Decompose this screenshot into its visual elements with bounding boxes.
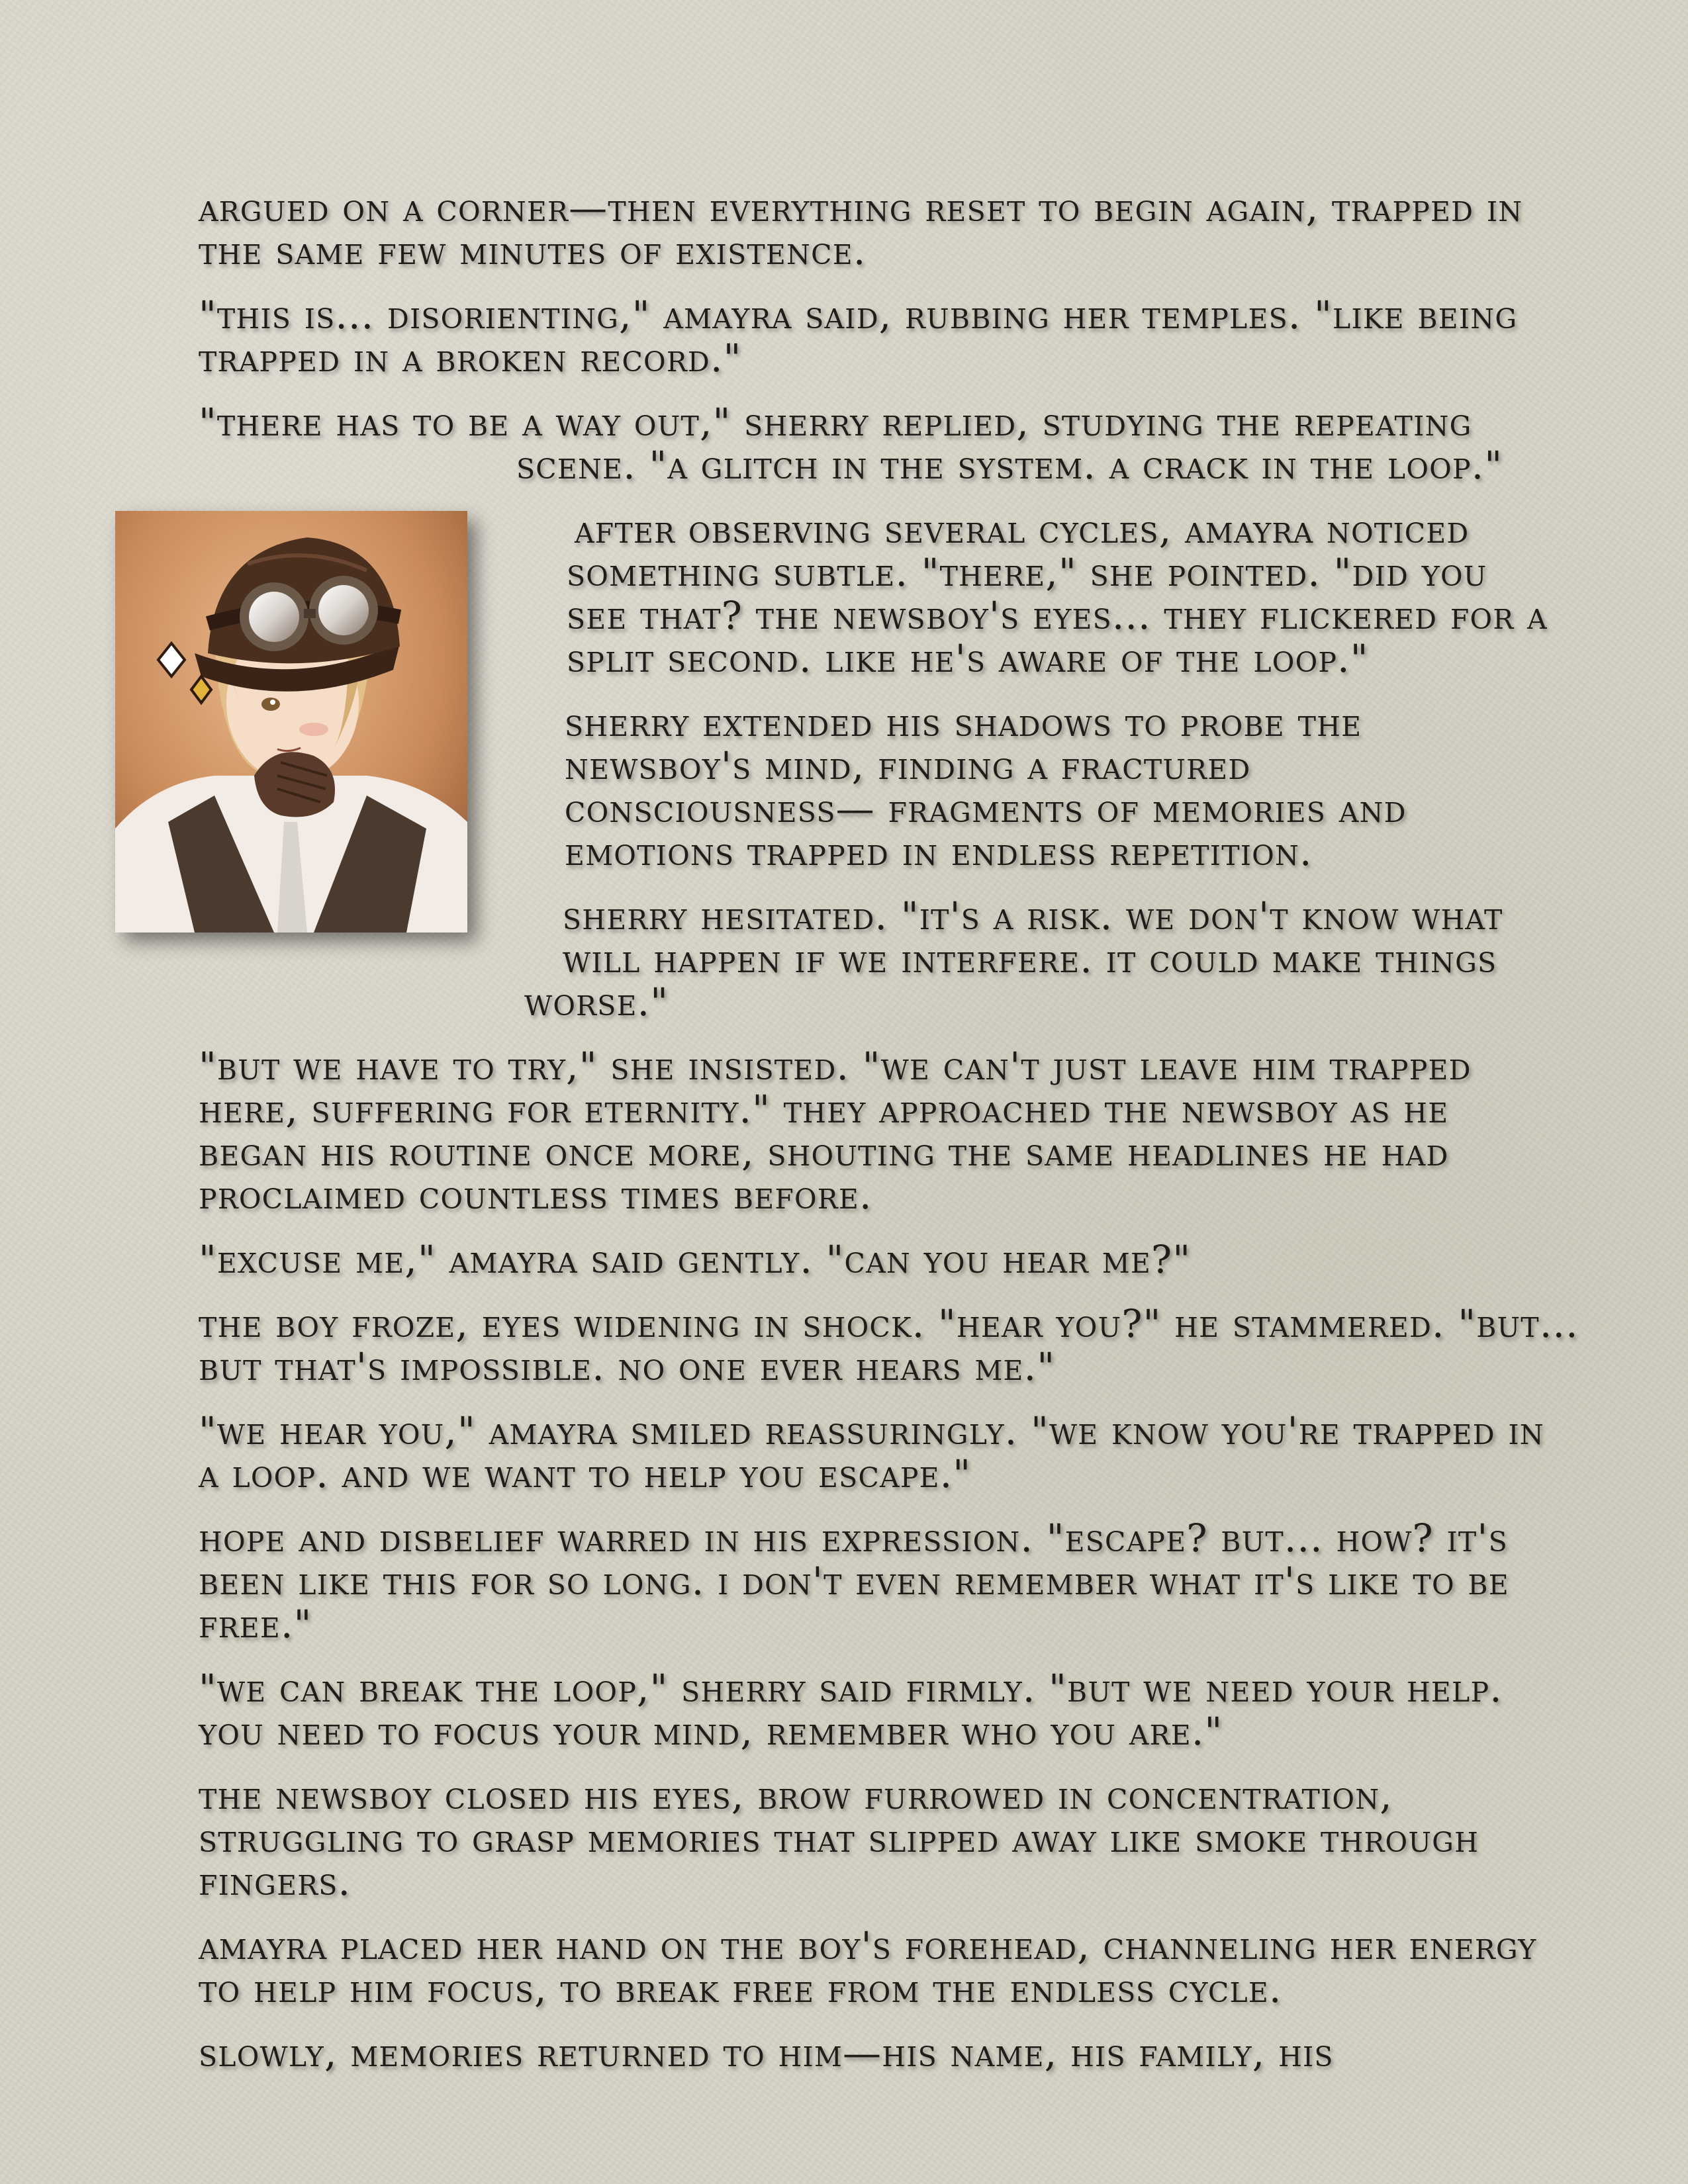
- text-line: "but we have to try," she insisted. "we can't just leave him trapped: [199, 1044, 1472, 1089]
- text-line: "excuse me," amayra said gently. "can you hear me?": [199, 1237, 1192, 1282]
- text-line: "there has to be a way out," sherry replied, studying the repeating: [199, 400, 1472, 445]
- text-line: the same few minutes of existence.: [199, 228, 867, 273]
- text-line: trapped in a broken record.": [199, 336, 742, 381]
- text-line: will happen if we interfere. it could make things: [563, 936, 1497, 981]
- text-line: "we hear you," amayra smiled reassuringly. "we know you're trapped in: [199, 1408, 1544, 1453]
- text-line: you need to focus your mind, remember who you are.": [199, 1709, 1223, 1754]
- text-line: a loop. and we want to help you escape.": [199, 1451, 972, 1496]
- text-line: the boy froze, eyes widening in shock. "hear you?" he stammered. "but...: [199, 1301, 1579, 1346]
- text-line: scene. "a glitch in the system. a crack in the loop.": [516, 443, 1503, 488]
- text-line: to help him focus, to break free from the endless cycle.: [199, 1966, 1282, 2011]
- text-line: free.": [199, 1602, 312, 1647]
- text-line: proclaimed countless times before.: [199, 1173, 872, 1218]
- text-line: been like this for so long. i don't even remember what it's like to be: [199, 1559, 1509, 1604]
- text-line: began his routine once more, shouting the same headlines he had: [199, 1130, 1449, 1175]
- text-line: amayra placed her hand on the boy's forehead, channeling her energy: [199, 1923, 1537, 1968]
- text-line: argued on a corner—then everything reset to begin again, trapped in: [199, 185, 1523, 230]
- text-line: sherry extended his shadows to probe the: [565, 700, 1362, 745]
- text-line: hope and disbelief warred in his expression. "escape? but... how? it's: [199, 1516, 1508, 1561]
- text-line: sherry hesitated. "it's a risk. we don't know what: [563, 893, 1503, 938]
- text-line: newsboy's mind, finding a fractured: [565, 743, 1251, 788]
- portrait-illustration: [115, 511, 467, 933]
- text-line: struggling to grasp memories that slipped away like smoke through: [199, 1816, 1479, 1861]
- text-line: something subtle. "there," she pointed. "did you: [567, 550, 1487, 595]
- text-line: "we can break the loop," sherry said firmly. "but we need your help.: [199, 1666, 1503, 1711]
- text-line: but that's impossible. no one ever hears me.": [199, 1344, 1056, 1389]
- text-line: consciousness— fragments of memories and: [565, 786, 1407, 831]
- text-line: "this is... disorienting," amayra said, rubbing her temples. "like being: [199, 293, 1518, 338]
- text-line: after observing several cycles, amayra noticed: [575, 507, 1470, 552]
- text-line: here, suffering for eternity." they approached the newsboy as he: [199, 1087, 1449, 1132]
- text-line: worse.": [524, 979, 669, 1024]
- text-line: slowly, memories returned to him—his name, his family, his: [199, 2030, 1334, 2075]
- text-line: fingers.: [199, 1859, 352, 1904]
- text-line: split second. like he's aware of the loop.": [567, 636, 1369, 681]
- steampunk-boy-icon: [115, 511, 467, 933]
- text-line: see that? the newsboy's eyes... they flickered for a: [567, 593, 1548, 638]
- text-line: the newsboy closed his eyes, brow furrowed in concentration,: [199, 1773, 1393, 1818]
- text-line: emotions trapped in endless repetition.: [565, 829, 1313, 874]
